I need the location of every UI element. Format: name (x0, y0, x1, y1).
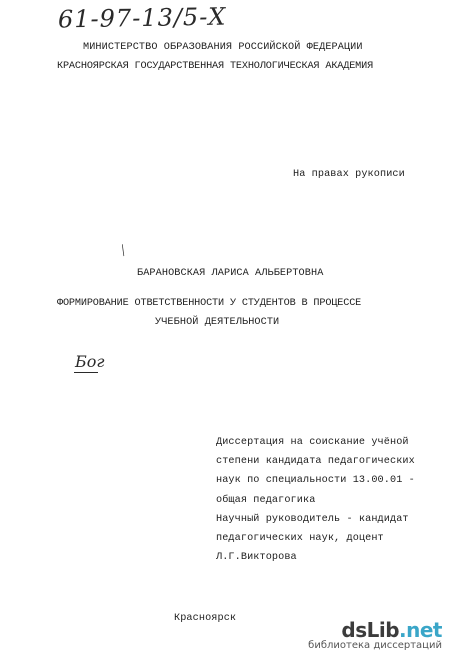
dissertation-info-line-6: педагогических наук, доцент (216, 533, 384, 544)
dissertation-info-line-5: Научный руководитель - кандидат (216, 514, 409, 525)
academy-line: КРАСНОЯРСКАЯ ГОСУДАРСТВЕННАЯ ТЕХНОЛОГИЧЕСКАЯ АКАДЕМИЯ (57, 61, 374, 72)
dissertation-info-line-2: степени кандидата педагогических (216, 456, 415, 467)
title-line-2: УЧЕБНОЙ ДЕЯТЕЛЬНОСТИ (155, 317, 280, 328)
dslib-watermark (308, 620, 442, 652)
manuscript-note: На правах рукописи (293, 169, 405, 180)
ministry-line: МИНИСТЕРСТВО ОБРАЗОВАНИЯ РОССИЙСКОЙ ФЕДЕРАЦИИ (83, 42, 363, 53)
stray-mark: ╱ (118, 245, 129, 257)
dslib-logo-tld: .net (399, 618, 442, 642)
dslib-logo-main: dsLib (341, 618, 400, 642)
author-name: БАРАНОВСКАЯ ЛАРИСА АЛЬБЕРТОВНА (137, 268, 324, 279)
dslib-caption: библиотека диссертаций (308, 640, 442, 651)
title-line-1: ФОРМИРОВАНИЕ ОТВЕТСТВЕННОСТИ У СТУДЕНТОВ В ПРОЦЕССЕ (57, 298, 362, 309)
dissertation-info-line-4: общая педагогика (216, 495, 316, 506)
handwritten-underline (74, 372, 98, 373)
handwritten-note: Бoг (75, 352, 105, 371)
handwritten-archive-number: 61-97-13/5-Х (57, 2, 227, 34)
dissertation-info-line-7: Л.Г.Викторова (216, 552, 297, 563)
dissertation-info-line-3: наук по специальности 13.00.01 - (216, 475, 415, 486)
city-name: Красноярск (174, 613, 237, 624)
dissertation-info-line-1: Диссертация на соискание учёной (216, 437, 409, 448)
dslib-logo (308, 620, 442, 640)
